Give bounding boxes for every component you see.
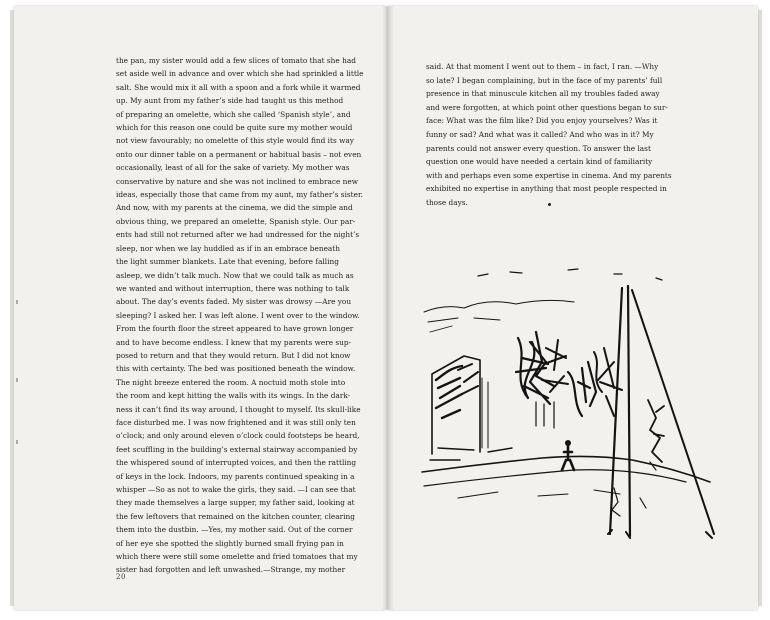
- text-line: funny or sad? And what was it called? And who was in it? My: [426, 129, 654, 139]
- text-line: obvious thing, we prepared an omelette, Spanish style. Our par-: [116, 216, 356, 226]
- text-line: posed to return and that they would return. But I did not know: [116, 350, 351, 360]
- text-line: presence in that minuscule kitchen all my troubles faded away: [426, 89, 660, 99]
- text-line: The night breeze entered the room. A noctuid moth stole into: [116, 377, 346, 387]
- text-line: of preparing an omelette, which she called ‘Spanish style’, and: [116, 109, 351, 119]
- text-line: ents had still not returned after we had undressed for the night’s: [116, 230, 360, 240]
- text-line: said. At that moment I went out to them – in fact, I ran. —Why: [426, 62, 659, 71]
- text-line: not view favourably; no omelette of this style would find its way: [116, 136, 354, 146]
- text-line: ness it can’t find its way around, I thought to myself. Its skull-like: [116, 404, 361, 414]
- text-line: And now, with my parents at the cinema, we did the simple and: [116, 203, 353, 213]
- text-line: about. The day’s events faded. My sister was drowsy —Are you: [116, 297, 352, 307]
- text-line: occasionally, least of all for the sake of variety. My mother was: [116, 163, 350, 173]
- page-edge-mark: [16, 440, 18, 444]
- text-line: them into the dustbin. —Yes, my mother said. Out of the corner: [116, 525, 353, 535]
- text-line: o’clock; and only around eleven o’clock could footsteps be heard,: [116, 431, 360, 441]
- text-line: sleep, nor when we lay huddled as if in an embrace beneath: [116, 243, 340, 253]
- text-line: face disturbed me. I was now frightened and it was still only ten: [116, 417, 356, 427]
- right-page-text: [426, 60, 676, 210]
- text-line: sleeping? I asked her. I was left alone. I went over to the window.: [116, 310, 360, 320]
- text-line: we wanted and without interruption, there was nothing to talk: [116, 283, 350, 293]
- text-line: which there were still some omelette and fried tomatoes that my: [116, 552, 358, 562]
- text-line: of keys in the lock. Indoors, my parents continued speaking in a: [116, 471, 355, 481]
- text-line: and were forgotten, at which point other questions began to sur-: [426, 102, 668, 112]
- text-line: parents could not answer every question. To answer the last: [426, 143, 651, 153]
- text-line: those days.: [426, 197, 468, 207]
- text-line: whisper —So as not to wake the girls, they said. —I can see that: [116, 485, 356, 494]
- text-line: face: What was the film like? Did you enjoy yourselves? Was it: [426, 116, 658, 126]
- text-line: ideas, especially those that came from my aunt, my father’s sister.: [116, 190, 364, 200]
- text-line: so late? I began complaining, but in the face of my parents’ full: [426, 75, 663, 85]
- text-line: onto our dinner table on a permanent or habitual basis – not even: [116, 149, 362, 159]
- ink-dot: [548, 203, 551, 206]
- text-line: up. My aunt from my father’s side had taught us this method: [116, 96, 344, 106]
- text-line: set aside well in advance and over which she had sprinkled a little: [116, 69, 364, 79]
- text-line: question one would have needed a certain kind of familiarity: [426, 157, 653, 167]
- text-line: they made themselves a large supper, my father said, looking at: [116, 498, 355, 508]
- text-line: which for this reason one could be quite sure my mother would: [116, 123, 353, 133]
- text-line: and to have become endless. I knew that my parents were sup-: [116, 337, 352, 347]
- text-line: the light summer blankets. Late that evening, before falling: [116, 257, 339, 267]
- text-line: conservative by nature and she was not inclined to embrace new: [116, 176, 358, 186]
- left-page-text: [116, 54, 364, 577]
- page-edge-mark: [16, 300, 18, 304]
- text-line: this with certainty. The bed was positioned beneath the window.: [116, 364, 356, 374]
- text-line: salt. She would mix it all with a spoon and a fork while it warmed: [116, 82, 361, 92]
- text-line: exhibited no expertise in anything that most people respected in: [426, 184, 667, 194]
- book-gutter: [382, 6, 394, 610]
- ink-sketch-street-scene-icon: [418, 262, 726, 562]
- text-line: the room and kept hitting the walls with its wings. In the dark-: [116, 391, 351, 401]
- text-line: feet scuffling in the building’s external stairway accompanied by: [116, 444, 358, 454]
- text-line: the few leftovers that remained on the kitchen counter, clearing: [116, 511, 355, 521]
- text-line: the pan, my sister would add a few slices of tomato that she had: [116, 56, 356, 65]
- text-line: the whispered sound of interrupted voices, and then the rattling: [116, 458, 357, 468]
- text-line: asleep, we didn’t talk much. Now that we could talk as much as: [116, 270, 354, 280]
- page-edge-mark: [16, 378, 18, 382]
- text-line: From the fourth floor the street appeared to have grown longer: [116, 324, 354, 334]
- text-line: with and perhaps even some expertise in cinema. And my parents: [426, 170, 672, 180]
- text-line: of her eye she spotted the slightly burned small frying pan in: [116, 538, 344, 548]
- text-line: sister had forgotten and left unwashed.—Strange, my mother: [116, 565, 346, 575]
- page-number: 20: [116, 573, 126, 581]
